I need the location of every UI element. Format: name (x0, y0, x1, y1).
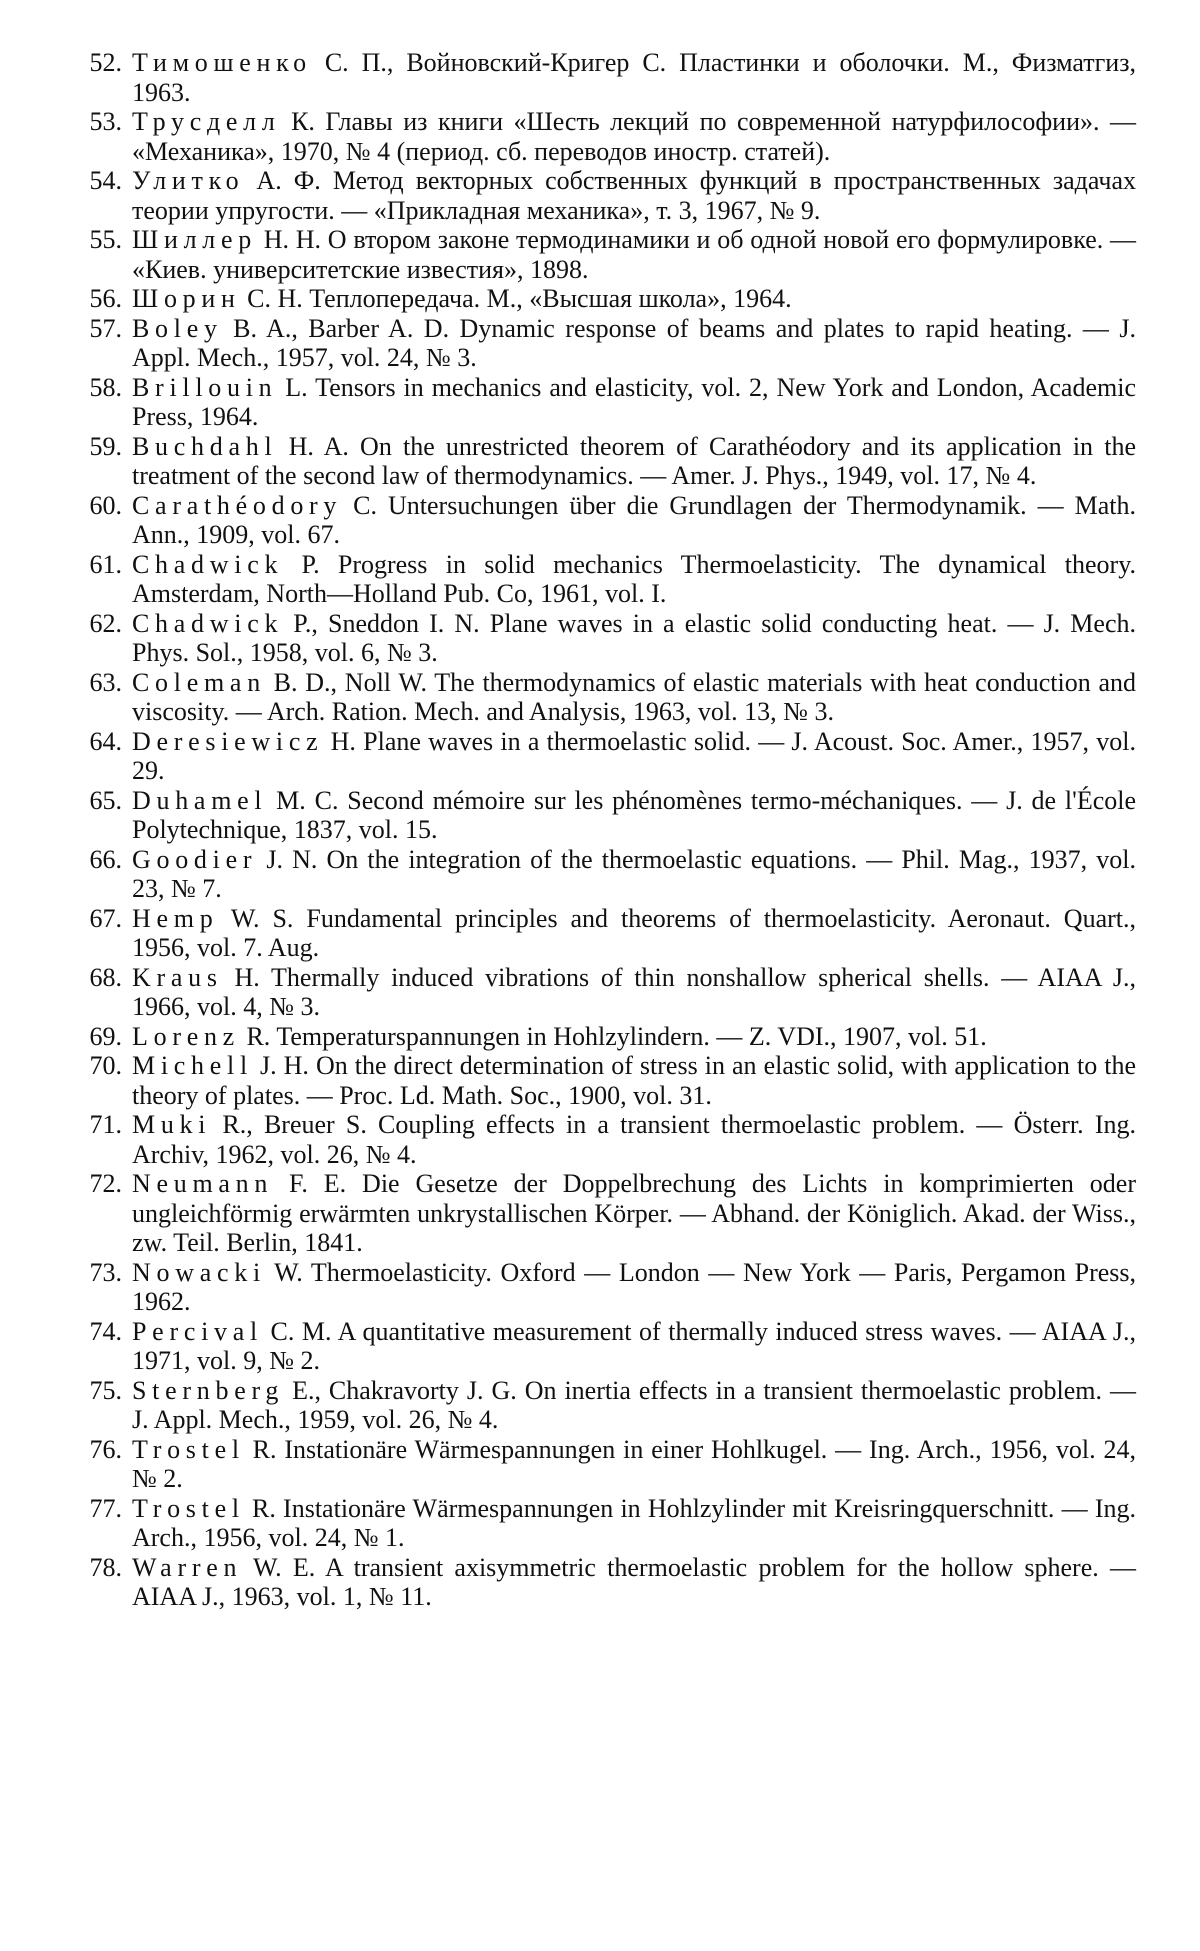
reference-author: Warren (132, 1552, 243, 1582)
reference-details: P. Progress in solid mechanics Thermoelasticity. The dynamical theory. Amsterdam, North—Holland Pub. Co, 1961, vol. I. (132, 549, 1136, 608)
reference-number: 70. (89, 1051, 122, 1080)
reference-item (70, 1553, 1136, 1612)
reference-author: Шиллер (132, 225, 257, 254)
reference-item (70, 373, 1136, 432)
reference-item (70, 284, 1136, 314)
reference-details: W. E. A transient axisymmetric thermoelastic problem for the hollow sphere. — AIAA J., 1963, vol. 1, № 11. (132, 1552, 1136, 1611)
reference-number: 58. (89, 372, 122, 402)
reference-item (70, 1258, 1136, 1317)
reference-details: W. Thermoelasticity. Oxford — London — New York — Paris, Pergamon Press, 1962. (132, 1257, 1136, 1316)
reference-author: Тимошенко (132, 48, 312, 77)
reference-number: 75. (89, 1375, 122, 1405)
reference-text (132, 1022, 1136, 1052)
reference-list (70, 48, 1136, 1612)
reference-item (70, 1022, 1136, 1052)
reference-details: L. Tensors in mechanics and elasticity, vol. 2, New York and London, Academic Press, 1964. (132, 372, 1136, 431)
reference-text (132, 1169, 1136, 1258)
reference-text (132, 166, 1136, 225)
reference-number: 73. (89, 1257, 122, 1287)
reference-author: Michell (132, 1051, 253, 1080)
reference-number: 54. (89, 166, 122, 195)
reference-author: Шорин (132, 284, 241, 313)
reference-number: 60. (89, 490, 122, 520)
reference-details: C. Untersuchungen über die Grundlagen der Thermodynamik. — Math. Ann., 1909, vol. 67. (132, 490, 1136, 549)
reference-item (70, 1110, 1136, 1169)
reference-text (132, 1051, 1136, 1110)
reference-item (70, 845, 1136, 904)
reference-item (70, 225, 1136, 284)
reference-text (132, 1553, 1136, 1612)
reference-details: R. Temperaturspannungen in Hohlzylindern. — Z. VDI., 1907, vol. 51. (239, 1021, 987, 1051)
reference-item (70, 963, 1136, 1022)
reference-text (132, 727, 1136, 786)
reference-item (70, 1435, 1136, 1494)
reference-text (132, 1110, 1136, 1169)
reference-number: 66. (89, 844, 122, 874)
reference-text (132, 284, 1136, 314)
reference-item (70, 1494, 1136, 1553)
reference-number: 69. (89, 1021, 122, 1051)
reference-details: B. D., Noll W. The thermodynamics of elastic materials with heat conduction and viscosity. — Arch. Ration. Mech. and Analysis, 1963, vol. 13, № 3. (132, 667, 1136, 726)
reference-author: Boley (132, 313, 223, 343)
reference-item (70, 1376, 1136, 1435)
reference-text (132, 48, 1136, 107)
reference-details: H. A. On the unrestricted theorem of Carathéodory and its application in the treatment of the second law of thermodynamics. — Amer. J. Phys., 1949, vol. 17, № 4. (132, 431, 1136, 490)
reference-number: 74. (89, 1316, 122, 1346)
reference-number: 55. (89, 225, 122, 254)
reference-item (70, 166, 1136, 225)
reference-text (132, 668, 1136, 727)
reference-author: Chadwick (132, 608, 284, 638)
reference-details: E., Chakravorty J. G. On inertia effects in a transient thermoelastic problem. — J. Appl. Mech., 1959, vol. 26, № 4. (132, 1375, 1136, 1434)
reference-details: M. C. Second mémoire sur les phénomènes termo-méchaniques. — J. de l'École Polytechnique, 1837, vol. 15. (132, 785, 1136, 844)
reference-details: R., Breuer S. Coupling effects in a transient thermoelastic problem. — Österr. Ing. Archiv, 1962, vol. 26, № 4. (132, 1110, 1136, 1169)
reference-number: 64. (89, 726, 122, 756)
reference-author: Трусделл (132, 107, 281, 136)
reference-item (70, 668, 1136, 727)
reference-details: B. A., Barber A. D. Dynamic response of beams and plates to rapid heating. — J. Appl. Mech., 1957, vol. 24, № 3. (132, 313, 1136, 372)
reference-text (132, 314, 1136, 373)
reference-text (132, 491, 1136, 550)
reference-author: Sternberg (132, 1375, 285, 1405)
reference-text (132, 432, 1136, 491)
reference-author: Nowacki (132, 1257, 266, 1287)
reference-number: 57. (89, 313, 122, 343)
reference-number: 61. (89, 549, 122, 579)
reference-details: А. Ф. Метод векторных собственных функций в пространственных задачах теории упругости. — «Прикладная механика», т. 3, 1967, № 9. (132, 166, 1136, 225)
reference-details: P., Sneddon I. N. Plane waves in a elastic solid conducting heat. — J. Mech. Phys. Sol., 1958, vol. 6, № 3. (132, 608, 1136, 667)
reference-item (70, 1169, 1136, 1258)
reference-number: 59. (89, 431, 122, 461)
reference-details: Н. Н. О втором законе термодинамики и об одной новой его формулировке. — «Киев. университетские известия», 1898. (132, 225, 1136, 284)
reference-number: 78. (89, 1552, 122, 1582)
reference-author: Trostel (132, 1493, 245, 1523)
reference-details: H. Thermally induced vibrations of thin nonshallow spherical shells. — AIAA J., 1966, vol. 4, № 3. (132, 962, 1136, 1021)
reference-number: 68. (89, 962, 122, 992)
reference-number: 76. (89, 1434, 122, 1464)
reference-text (132, 550, 1136, 609)
reference-number: 63. (89, 667, 122, 697)
reference-text (132, 904, 1136, 963)
reference-details: J. H. On the direct determination of stress in an elastic solid, with application to the theory of plates. — Proc. Ld. Math. Soc., 1900, vol. 31. (132, 1051, 1136, 1110)
reference-author: Hemp (132, 903, 219, 933)
reference-text (132, 373, 1136, 432)
reference-author: Brillouin (132, 372, 278, 402)
reference-item (70, 107, 1136, 166)
reference-author: Muki (132, 1110, 212, 1139)
reference-author: Buchdahl (132, 431, 278, 461)
reference-details: R. Instationäre Wärmespannungen in einer Hohlkugel. — Ing. Arch., 1956, vol. 24, № 2. (132, 1434, 1136, 1493)
reference-text (132, 1376, 1136, 1435)
reference-number: 56. (89, 284, 122, 313)
reference-details: H. Plane waves in a thermoelastic solid. — J. Acoust. Soc. Amer., 1957, vol. 29. (132, 726, 1136, 785)
reference-details: С. П., Войновский-Кригер С. Пластинки и оболочки. М., Физматгиз, 1963. (132, 48, 1136, 107)
reference-details: F. E. Die Gesetze der Doppelbrechung des Lichts in komprimierten oder ungleichförmig erwärmten unkrystallischen Körper. — Abhand. der Königlich. Akad. der Wiss., zw. Teil. Berlin, 1841. (132, 1169, 1136, 1257)
reference-item (70, 904, 1136, 963)
reference-details: R. Instationäre Wärmespannungen in Hohlzylinder mit Kreisringquerschnitt. — Ing. Arch., 1956, vol. 24, № 1. (132, 1493, 1136, 1552)
reference-item (70, 550, 1136, 609)
reference-item (70, 609, 1136, 668)
reference-item (70, 48, 1136, 107)
reference-number: 52. (89, 48, 122, 77)
reference-author: Duhamel (132, 785, 268, 815)
reference-item (70, 491, 1136, 550)
reference-author: Chadwick (132, 549, 284, 579)
reference-details: W. S. Fundamental principles and theorems of thermoelasticity. Aeronaut. Quart., 1956, vol. 7. Aug. (132, 903, 1136, 962)
reference-text (132, 1317, 1136, 1376)
reference-text (132, 845, 1136, 904)
reference-number: 71. (89, 1110, 122, 1139)
reference-number: 65. (89, 785, 122, 815)
reference-number: 53. (89, 107, 122, 136)
reference-item (70, 1317, 1136, 1376)
reference-item (70, 727, 1136, 786)
reference-author: Lorenz (132, 1021, 240, 1051)
reference-text (132, 1494, 1136, 1553)
reference-number: 62. (89, 608, 122, 638)
reference-author: Trostel (132, 1434, 245, 1464)
reference-details: C. M. A quantitative measurement of thermally induced stress waves. — AIAA J., 1971, vol. 9, № 2. (132, 1316, 1136, 1375)
reference-text (132, 1435, 1136, 1494)
reference-text (132, 225, 1136, 284)
reference-number: 77. (89, 1493, 122, 1523)
reference-item (70, 432, 1136, 491)
reference-item (70, 314, 1136, 373)
reference-author: Улитко (132, 166, 245, 195)
reference-text (132, 963, 1136, 1022)
reference-item (70, 786, 1136, 845)
reference-author: Deresiewicz (132, 726, 324, 756)
reference-author: Neumann (132, 1169, 274, 1198)
reference-details: С. Н. Теплопередача. М., «Высшая школа», 1964. (240, 284, 792, 313)
reference-details: J. N. On the integration of the thermoelastic equations. — Phil. Mag., 1937, vol. 23, № 7. (132, 844, 1136, 903)
reference-author: Kraus (132, 962, 223, 992)
reference-text (132, 1258, 1136, 1317)
reference-author: Goodier (132, 844, 258, 874)
reference-number: 67. (89, 903, 122, 933)
reference-text (132, 107, 1136, 166)
reference-details: К. Главы из книги «Шесть лекций по современной натурфилософии». — «Механика», 1970, № 4 (период. сб. переводов иностр. статей). (132, 107, 1136, 166)
reference-text (132, 609, 1136, 668)
reference-item (70, 1051, 1136, 1110)
reference-author: Coleman (132, 667, 266, 697)
reference-text (132, 786, 1136, 845)
reference-author: Carathéodory (132, 490, 343, 520)
reference-number: 72. (89, 1169, 122, 1198)
reference-author: Percival (132, 1316, 263, 1346)
